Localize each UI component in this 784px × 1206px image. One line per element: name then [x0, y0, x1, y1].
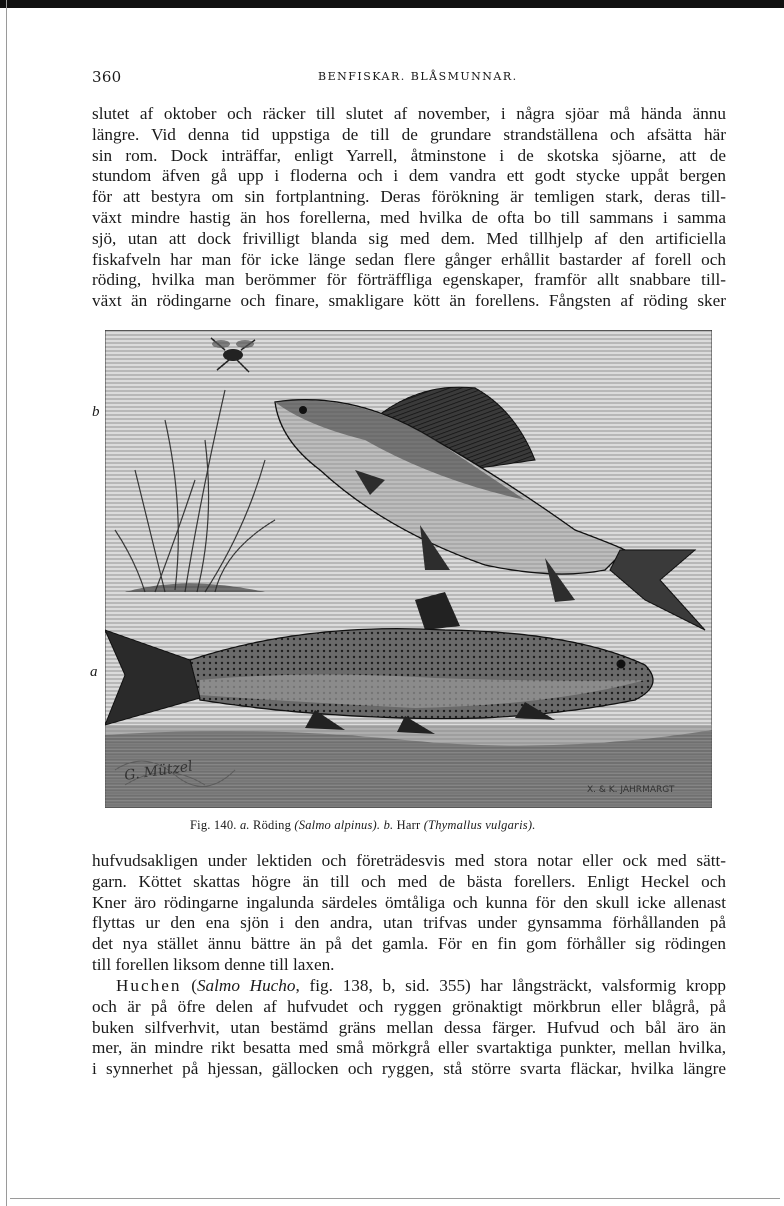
text-line: garn. Köttet skattas högre än till och med de bästa forellers. Enligt Heckel och [92, 871, 726, 891]
open-paren: ( [191, 976, 197, 995]
bottom-page-edge [10, 1198, 780, 1199]
running-header: BENFISKAR. BLÅSMUNNAR. [318, 70, 518, 83]
text-line: sjö, utan att dock frivilligt blanda sig med dem. Med tillhjelp af den artificiella [92, 228, 726, 248]
text-line: sin rom. Dock inträffar, enligt Yarrell, åtminstone i de skotska sjöarne, att de [92, 145, 726, 165]
huchen-rest: , fig. 138, b, sid. 355) har långsträckt, valsformig kropp [295, 976, 727, 995]
caption-a-common: Röding [253, 818, 292, 832]
text-line: röding, hvilka man berömmer för förträffliga egenskaper, framför allt snabbare till- [92, 270, 726, 290]
text-line: växt mindre hastig än hos forellerna, med hvilka de ofta bo till sammans i samma [92, 207, 726, 227]
caption-a-letter: a. [239, 818, 250, 832]
text-line: fiskafveln har man för icke länge sedan flere gånger erhållit bastarder af forell och [92, 249, 726, 269]
figure-letter-b: b [92, 404, 100, 420]
text-line: slutet af oktober och räcker till slutet af november, i några sjöar må hända ännu [92, 104, 726, 123]
engraving-illustration [105, 330, 712, 808]
caption-b-latin: (Thymallus vulgaris). [423, 818, 536, 832]
text-line: till forellen liksom denne till laxen. [92, 954, 335, 974]
text-line: och är på öfre delen af hufvudet och ryggen grönaktigt mörkbrun eller blågrå, på [92, 996, 726, 1016]
text-line: i synnerhet på hjessan, gällocken och ryggen, stå större svarta fläckar, hvilka längre [92, 1059, 726, 1079]
text-line: stundom äfven gå upp i floderna och i dem vandra ett godt stycke uppåt bergen [92, 166, 726, 186]
paragraph-1 [92, 104, 726, 312]
huchen-latin: Salmo Hucho [196, 976, 296, 995]
figure-caption [190, 818, 536, 833]
page-top-border [0, 0, 784, 8]
fish-engraving-figure [105, 330, 712, 808]
huchen-name: Huchen [116, 976, 182, 995]
caption-b-letter: b. [383, 818, 394, 832]
text-line: mer, än mindre rikt besatta med små mörkgrå eller svartaktiga punkter, mellan hvilka, [92, 1038, 726, 1058]
caption-a-latin: (Salmo alpinus). [294, 818, 381, 832]
text-line: det nya stället ännu bättre än på det gamla. För en fin gom förhåller sig rödingen [92, 934, 726, 954]
page-number: 360 [92, 68, 122, 86]
paragraph-2 [92, 851, 726, 976]
text-line: Kner äro rödingarne ingalunda särdeles ömtåliga och kunna för den skull icke allenast [92, 892, 726, 912]
engraver-mark: X. & K. JAHRMARGT [587, 785, 675, 795]
text-line [92, 976, 726, 997]
text-line: flyttas ur den ena sjön i den andra, utan trifvas under gynsamma förhållanden på [92, 913, 726, 933]
text-line: hufvudsakligen under lektiden och företrädesvis med stora notar eller ock med sätt- [92, 851, 726, 870]
caption-b-common: Harr [396, 818, 421, 832]
caption-fig-label: Fig. 140. [190, 818, 237, 832]
figure-letter-a: a [90, 664, 98, 680]
engraver-signature: G. Mützel [123, 758, 194, 784]
paragraph-3 [92, 976, 726, 1080]
text-line: buken silfverhvit, utan bestämd gräns mellan dessa färger. Hufvud och bål äro än [92, 1017, 726, 1037]
text-line: växt än rödingarne och finare, smakligare kött än forellens. Fångsten af röding sker [92, 291, 726, 311]
left-page-edge [6, 0, 7, 1206]
text-line: för att bestyra om sin fortplantning. Deras förökning är temligen stark, deras till- [92, 187, 726, 207]
text-line: längre. Vid denna tid uppstiga de till de grundare strandställena och afsätta här [92, 124, 726, 144]
